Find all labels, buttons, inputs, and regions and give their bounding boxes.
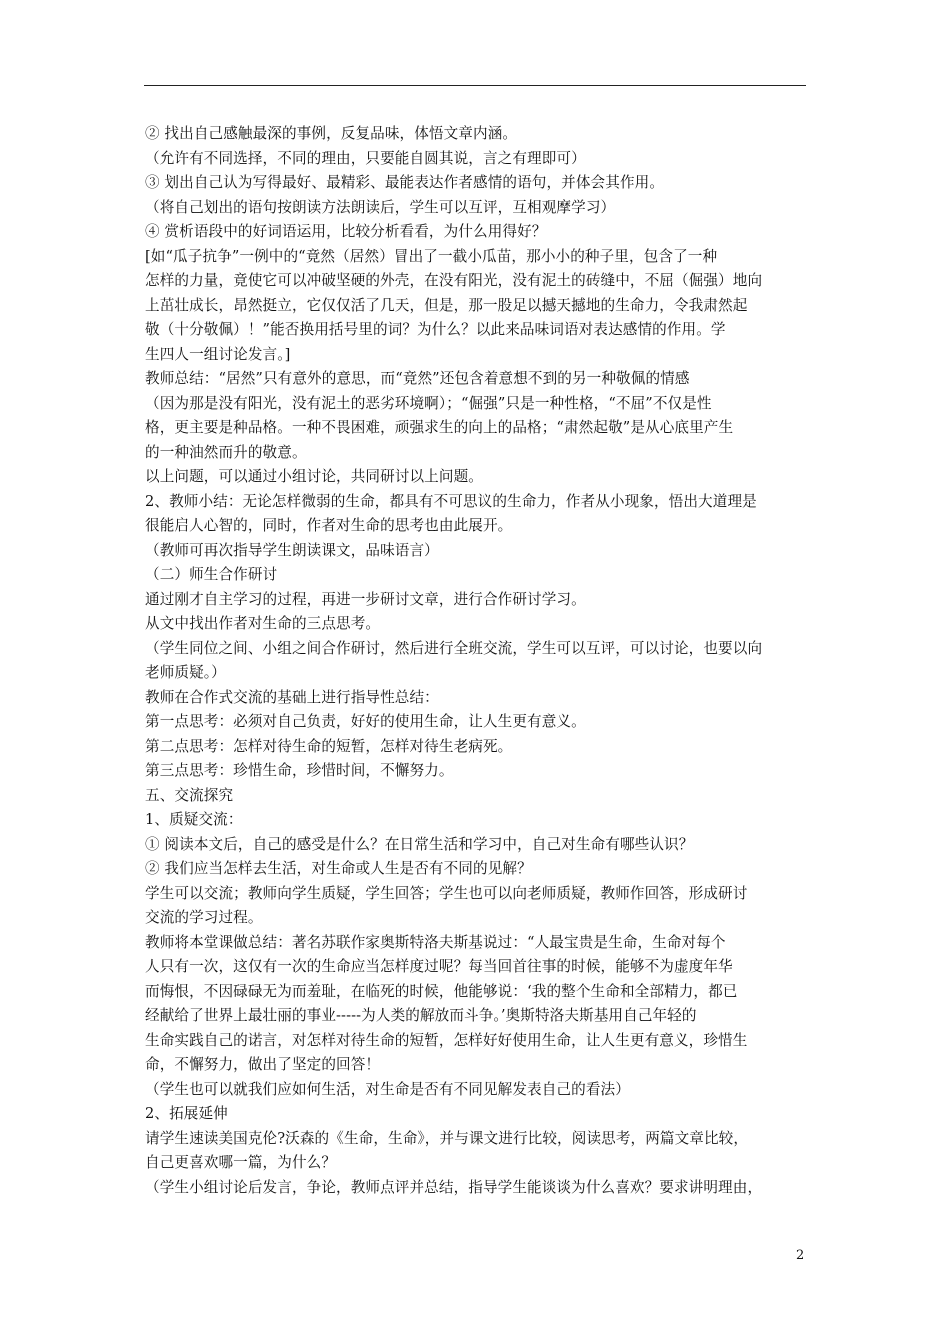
text-line: 交流的学习过程。: [145, 909, 263, 926]
text-line: ② 我们应当怎样去生活，对生命或人生是否有不同的见解？: [145, 860, 532, 877]
text-line: 教师总结：“居然”只有意外的意思，而“竟然”还包含着意想不到的另一种敬佩的情感: [145, 370, 690, 387]
paragraph: [145, 735, 810, 760]
text-line: 敬（十分敬佩）！”能否换用括号里的词？为什么？以此来品味词语对表达感情的作用。学: [145, 321, 726, 338]
paragraph: [145, 539, 810, 564]
text-line: （允许有不同选择，不同的理由，只要能自圆其说，言之有理即可）: [145, 149, 586, 167]
text-line: 2、教师小结：无论怎样微弱的生命，都具有不可思议的生命力，作者从小现象，悟出大道理是: [145, 492, 757, 510]
text-line: （学生也可以就我们应如何生活，对生命是否有不同见解发表自己的看法）: [145, 1080, 630, 1098]
paragraph: [145, 759, 810, 784]
paragraph: [145, 122, 810, 147]
text-line: 怎样的力量，竟使它可以冲破坚硬的外壳，在没有阳光，没有泥土的砖缝中，不屈（倔强）地向: [145, 272, 763, 289]
text-line: 第二点思考：怎样对待生命的短暂，怎样对待生老病死。: [145, 737, 513, 755]
paragraph: [145, 1176, 810, 1201]
text-line: 命，不懈努力，做出了坚定的回答！: [145, 1056, 381, 1073]
paragraph: [145, 490, 810, 539]
text-line: ② 找出自己感触最深的事例，反复品味，体悟文章内涵。: [145, 125, 518, 142]
paragraph: [145, 245, 810, 368]
text-line: 教师在合作式交流的基础上进行指导性总结：: [145, 688, 439, 706]
text-line: 经献给了世界上最壮丽的事业-----为人类的解放而斗争。’奥斯特洛夫斯基用自己年轻的: [145, 1007, 697, 1024]
text-line: （将自己划出的语句按朗读方法朗读后，学生可以互评，互相观摩学习）: [145, 198, 616, 216]
paragraph: [145, 1102, 810, 1127]
paragraph: [145, 1078, 810, 1103]
text-line: 教师将本堂课做总结：著名苏联作家奥斯特洛夫斯基说过：“人最宝贵是生命，生命对每个: [145, 933, 726, 951]
paragraph: [145, 637, 810, 686]
text-line: 生命实践自己的诺言，对怎样对待生命的短暂，怎样好好使用生命，让人生更有意义，珍惜生: [145, 1031, 748, 1049]
paragraph: [145, 1127, 810, 1176]
text-line: 生四人一组讨论发言。]: [145, 345, 291, 363]
text-line: 老师质疑。）: [145, 664, 226, 681]
text-line: 人只有一次，这仅有一次的生命应当怎样度过呢？每当回首往事的时候，能够不为虚度年华: [145, 958, 733, 975]
paragraph: [145, 931, 810, 1078]
text-line: 的一种油然而升的敬意。: [145, 443, 307, 461]
document-body: [145, 122, 810, 1200]
paragraph: [145, 808, 810, 833]
paragraph: [145, 686, 810, 711]
text-line: 请学生速读美国克伦?沃森的《生命，生命》，并与课文进行比较，阅读思考，两篇文章比较，: [145, 1129, 749, 1147]
paragraph: [145, 563, 810, 588]
text-line: 1、质疑交流：: [145, 811, 243, 828]
text-line: 上茁壮成长，昂然挺立，它仅仅活了几天，但是，那一股足以撼天撼地的生命力，令我肃然起: [145, 296, 748, 314]
paragraph: [145, 710, 810, 735]
paragraph: [145, 465, 810, 490]
text-line: （学生同位之间、小组之间合作研讨，然后进行全班交流，学生可以互评，可以讨论，也要以向: [145, 639, 763, 657]
text-line: 而悔恨，不因碌碌无为而羞耻，在临死的时候，他能够说：‘我的整个生命和全部精力，都已: [145, 982, 738, 1000]
paragraph: [145, 833, 810, 858]
text-line: （因为那是没有阳光，没有泥土的恶劣环境啊）；“倔强”只是一种性格，“不屈”不仅是性: [145, 394, 712, 412]
paragraph: [145, 147, 810, 172]
text-line: 从文中找出作者对生命的三点思考。: [145, 615, 381, 632]
text-line: 格，更主要是种品格。一种不畏困难，顽强求生的向上的品格；“肃然起敬”是从心底里产生: [145, 419, 734, 436]
paragraph: [145, 784, 810, 809]
text-line: 第一点思考：必须对自己负责，好好的使用生命，让人生更有意义。: [145, 713, 586, 730]
text-line: （学生小组讨论后发言，争论，教师点评并总结，指导学生能谈谈为什么喜欢？要求讲明理由，: [145, 1178, 763, 1196]
text-line: 自己更喜欢哪一篇，为什么？: [145, 1154, 337, 1171]
paragraph: [145, 220, 810, 245]
page-number: 2: [796, 1248, 805, 1263]
paragraph: [145, 612, 810, 637]
text-line: 第三点思考：珍惜生命，珍惜时间，不懈努力。: [145, 762, 454, 779]
text-line: 五、交流探究: [145, 786, 234, 804]
paragraph: [145, 367, 810, 465]
text-line: ① 阅读本文后，自己的感受是什么？在日常生活和学习中，自己对生命有哪些认识？: [145, 835, 694, 853]
text-line: 通过刚才自主学习的过程，再进一步研讨文章，进行合作研讨学习。: [145, 590, 586, 608]
text-line: [如“瓜子抗争”一例中的“竟然（居然）冒出了一截小瓜苗，那小小的种子里，包含了一种: [145, 247, 718, 265]
paragraph: [145, 588, 810, 613]
text-line: ③ 划出自己认为写得最好、最精彩、最能表达作者感情的语句，并体会其作用。: [145, 174, 665, 191]
text-line: ④ 赏析语段中的好词语运用，比较分析看看，为什么用得好？: [145, 223, 547, 240]
paragraph: [145, 882, 810, 931]
text-line: 很能启人心智的，同时，作者对生命的思考也由此展开。: [145, 517, 513, 534]
text-line: 2、拓展延伸: [145, 1105, 228, 1122]
text-line: （二）师生合作研讨: [145, 566, 278, 583]
paragraph: [145, 171, 810, 196]
paragraph: [145, 857, 810, 882]
text-line: 以上问题，可以通过小组讨论，共同研讨以上问题。: [145, 468, 483, 485]
text-line: 学生可以交流；教师向学生质疑，学生回答；学生也可以向老师质疑，教师作回答，形成研讨: [145, 884, 748, 902]
paragraph: [145, 196, 810, 221]
text-line: （教师可再次指导学生朗读课文，品味语言）: [145, 541, 439, 559]
header-rule: [144, 85, 806, 86]
